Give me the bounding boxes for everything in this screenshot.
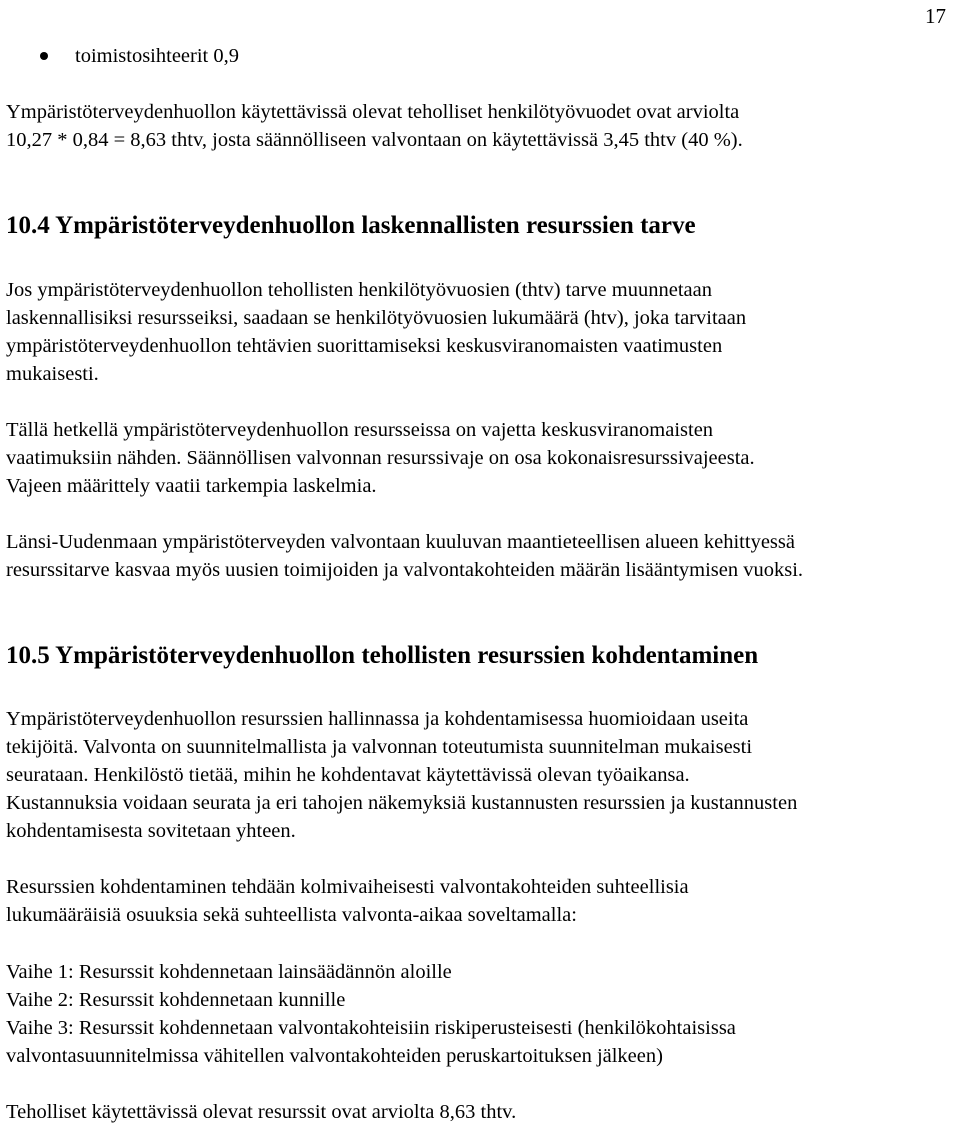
page-number: 17 — [925, 4, 946, 28]
section-heading-10-5: 10.5 Ympäristöterveydenhuollon tehollisten resurssien kohdentaminen — [6, 642, 759, 669]
text-line: vaatimuksiin nähden. Säännöllisen valvonnan resurssivaje on osa kokonaisresurssivajeesta. — [6, 447, 755, 469]
closing-paragraph — [6, 1098, 956, 1126]
text-line: Kustannuksia voidaan seurata ja eri tahojen näkemyksiä kustannusten resurssien ja kustannusten — [6, 792, 798, 814]
text-line: resurssitarve kasvaa myös uusien toimijoiden ja valvontakohteiden määrän lisääntymisen vuoksi. — [6, 559, 804, 581]
text-line: Resurssien kohdentaminen tehdään kolmivaiheisesti valvontakohteiden suhteellisia — [6, 876, 689, 898]
text-line: Jos ympäristöterveydenhuollon tehollisten henkilötyövuosien (thtv) tarve muunnetaan — [6, 279, 712, 301]
text-line: Tällä hetkellä ympäristöterveydenhuollon resursseissa on vajetta keskusviranomaisten — [6, 419, 714, 441]
paragraph-10-4-c — [6, 528, 956, 584]
text-line: Ympäristöterveydenhuollon resurssien hallinnassa ja kohdentamisessa huomioidaan useita — [6, 708, 749, 730]
text-line: ympäristöterveydenhuollon tehtävien suorittamiseksi keskusviranomaisten vaatimusten — [6, 335, 723, 357]
phase-list — [6, 958, 956, 1070]
text-line: mukaisesti. — [6, 363, 99, 385]
text-line: Ympäristöterveydenhuollon käytettävissä olevat teholliset henkilötyövuodet ovat arviolta — [6, 101, 740, 123]
text-line: laskennallisiksi resursseiksi, saadaan se henkilötyövuosien lukumäärä (htv), joka tarvitaan — [6, 307, 747, 329]
paragraph-10-4-a — [6, 276, 956, 388]
text-line: Vajeen määrittely vaatii tarkempia laskelmia. — [6, 475, 377, 497]
phase-item: Vaihe 3: Resurssit kohdennetaan valvontakohteisiin riskiperusteisesti (henkilökohtaisissa — [6, 1017, 736, 1039]
paragraph-10-4-b — [6, 416, 956, 500]
phase-item: Vaihe 1: Resurssit kohdennetaan lainsäädännön aloille — [6, 961, 452, 983]
phase-item: valvontasuunnitelmissa vähitellen valvontakohteiden peruskartoituksen jälkeen) — [6, 1045, 663, 1067]
text-line: tekijöitä. Valvonta on suunnitelmallista ja valvonnan toteutumista suunnitelman mukaisesti — [6, 736, 753, 758]
bullet-icon — [40, 52, 48, 60]
phase-item: Vaihe 2: Resurssit kohdennetaan kunnille — [6, 989, 346, 1011]
text-line: lukumääräisiä osuuksia sekä suhteellista valvonta-aikaa soveltamalla: — [6, 904, 577, 926]
text-line: 10,27 * 0,84 = 8,63 thtv, josta säännölliseen valvontaan on käytettävissä 3,45 thtv (40 %). — [6, 129, 743, 151]
text-line: Länsi-Uudenmaan ympäristöterveyden valvontaan kuuluvan maantieteellisen alueen kehittyessä — [6, 531, 795, 553]
bullet-list-item — [40, 42, 239, 70]
text-line: kohdentamisesta sovitetaan yhteen. — [6, 820, 296, 842]
intro-paragraph — [6, 98, 956, 154]
paragraph-10-5-b — [6, 873, 956, 929]
section-heading-10-4: 10.4 Ympäristöterveydenhuollon laskennallisten resurssien tarve — [6, 212, 696, 239]
text-line: Teholliset käytettävissä olevat resurssit ovat arviolta 8,63 thtv. — [6, 1101, 517, 1123]
bullet-text: toimistosihteerit 0,9 — [75, 45, 239, 67]
paragraph-10-5-a — [6, 705, 956, 845]
text-line: seurataan. Henkilöstö tietää, mihin he kohdentavat käytettävissä olevan työaikansa. — [6, 764, 690, 786]
